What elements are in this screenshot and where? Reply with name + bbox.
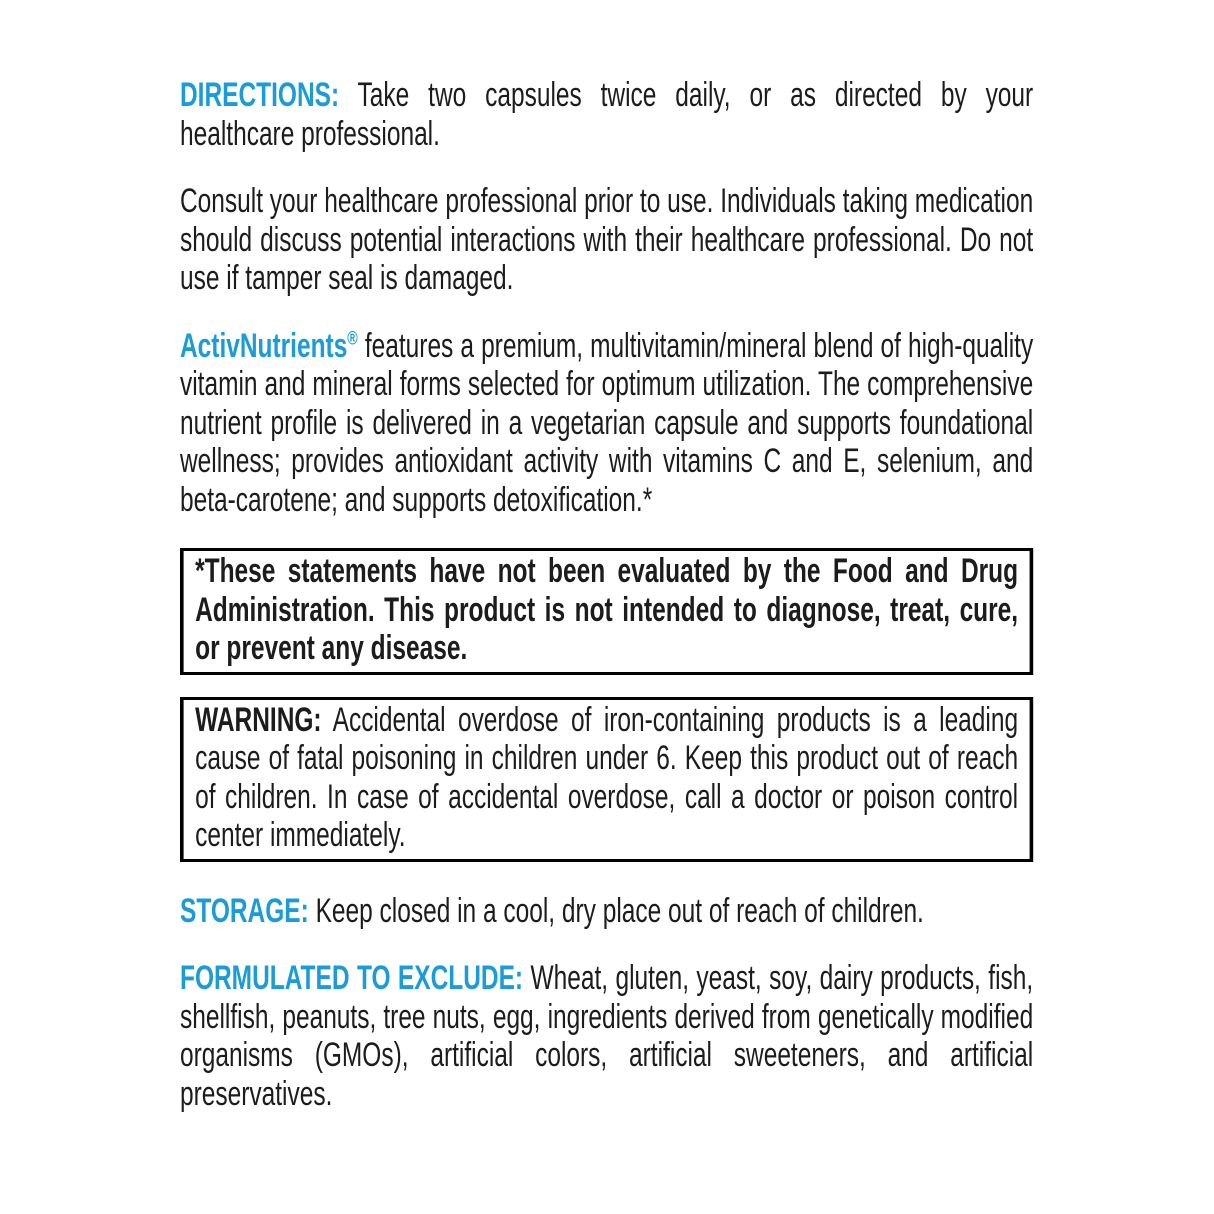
warning-paragraph (195, 701, 1018, 855)
storage-paragraph (180, 892, 1033, 931)
storage-text: Keep closed in a cool, dry place out of reach of children. (315, 891, 924, 930)
brand-name: ActivNutrients (180, 326, 348, 365)
registered-trademark-symbol: ® (347, 327, 358, 350)
fda-disclaimer-box (180, 548, 1033, 675)
storage-label: STORAGE: (180, 891, 309, 930)
warning-box (180, 697, 1033, 862)
formulated-to-exclude-text: Wheat, gluten, yeast, soy, dairy products, fish, shellfish, peanuts, tree nuts, egg, ingredients derived from genetically modified organisms (GMOs), artificial colors, artificial sweeteners, and artificial preservatives. (180, 959, 1034, 1113)
warning-text: Accidental overdose of iron-containing products is a leading cause of fatal poisoning in children under 6. Keep this product out of reach of children. In case of accidental overdose, call a doctor or poison control center immediately. (195, 700, 1019, 854)
warning-label: WARNING: (195, 700, 322, 739)
product-description-text: features a premium, multivitamin/mineral blend of high-quality vitamin and mineral forms selected for optimum utilization. The comprehensive nutrient profile is delivered in a vegetarian capsule and supports foundational wellness; provides antioxidant activity with vitamins C and E, selenium, and beta-carotene; and supports detoxification.* (180, 326, 1034, 519)
formulated-to-exclude-paragraph (180, 959, 1033, 1113)
directions-label: DIRECTIONS: (180, 76, 340, 114)
directions-text: Take two capsules twice daily, or as directed by your healthcare professional. (180, 76, 1034, 153)
fda-disclaimer-text: *These statements have not been evaluated by the Food and Drug Administration. This product is not intended to diagnose, treat, cure, or prevent any disease. (195, 552, 1019, 667)
directions-paragraph (180, 76, 1033, 153)
consult-paragraph: Consult your healthcare professional prior to use. Individuals taking medication should discuss potential interactions with their healthcare professional. Do not use if tamper seal is damaged. (180, 182, 1034, 297)
product-description-paragraph (180, 327, 1033, 520)
label-text-column (180, 76, 1033, 1142)
formulated-to-exclude-label: FORMULATED TO EXCLUDE: (180, 959, 524, 997)
